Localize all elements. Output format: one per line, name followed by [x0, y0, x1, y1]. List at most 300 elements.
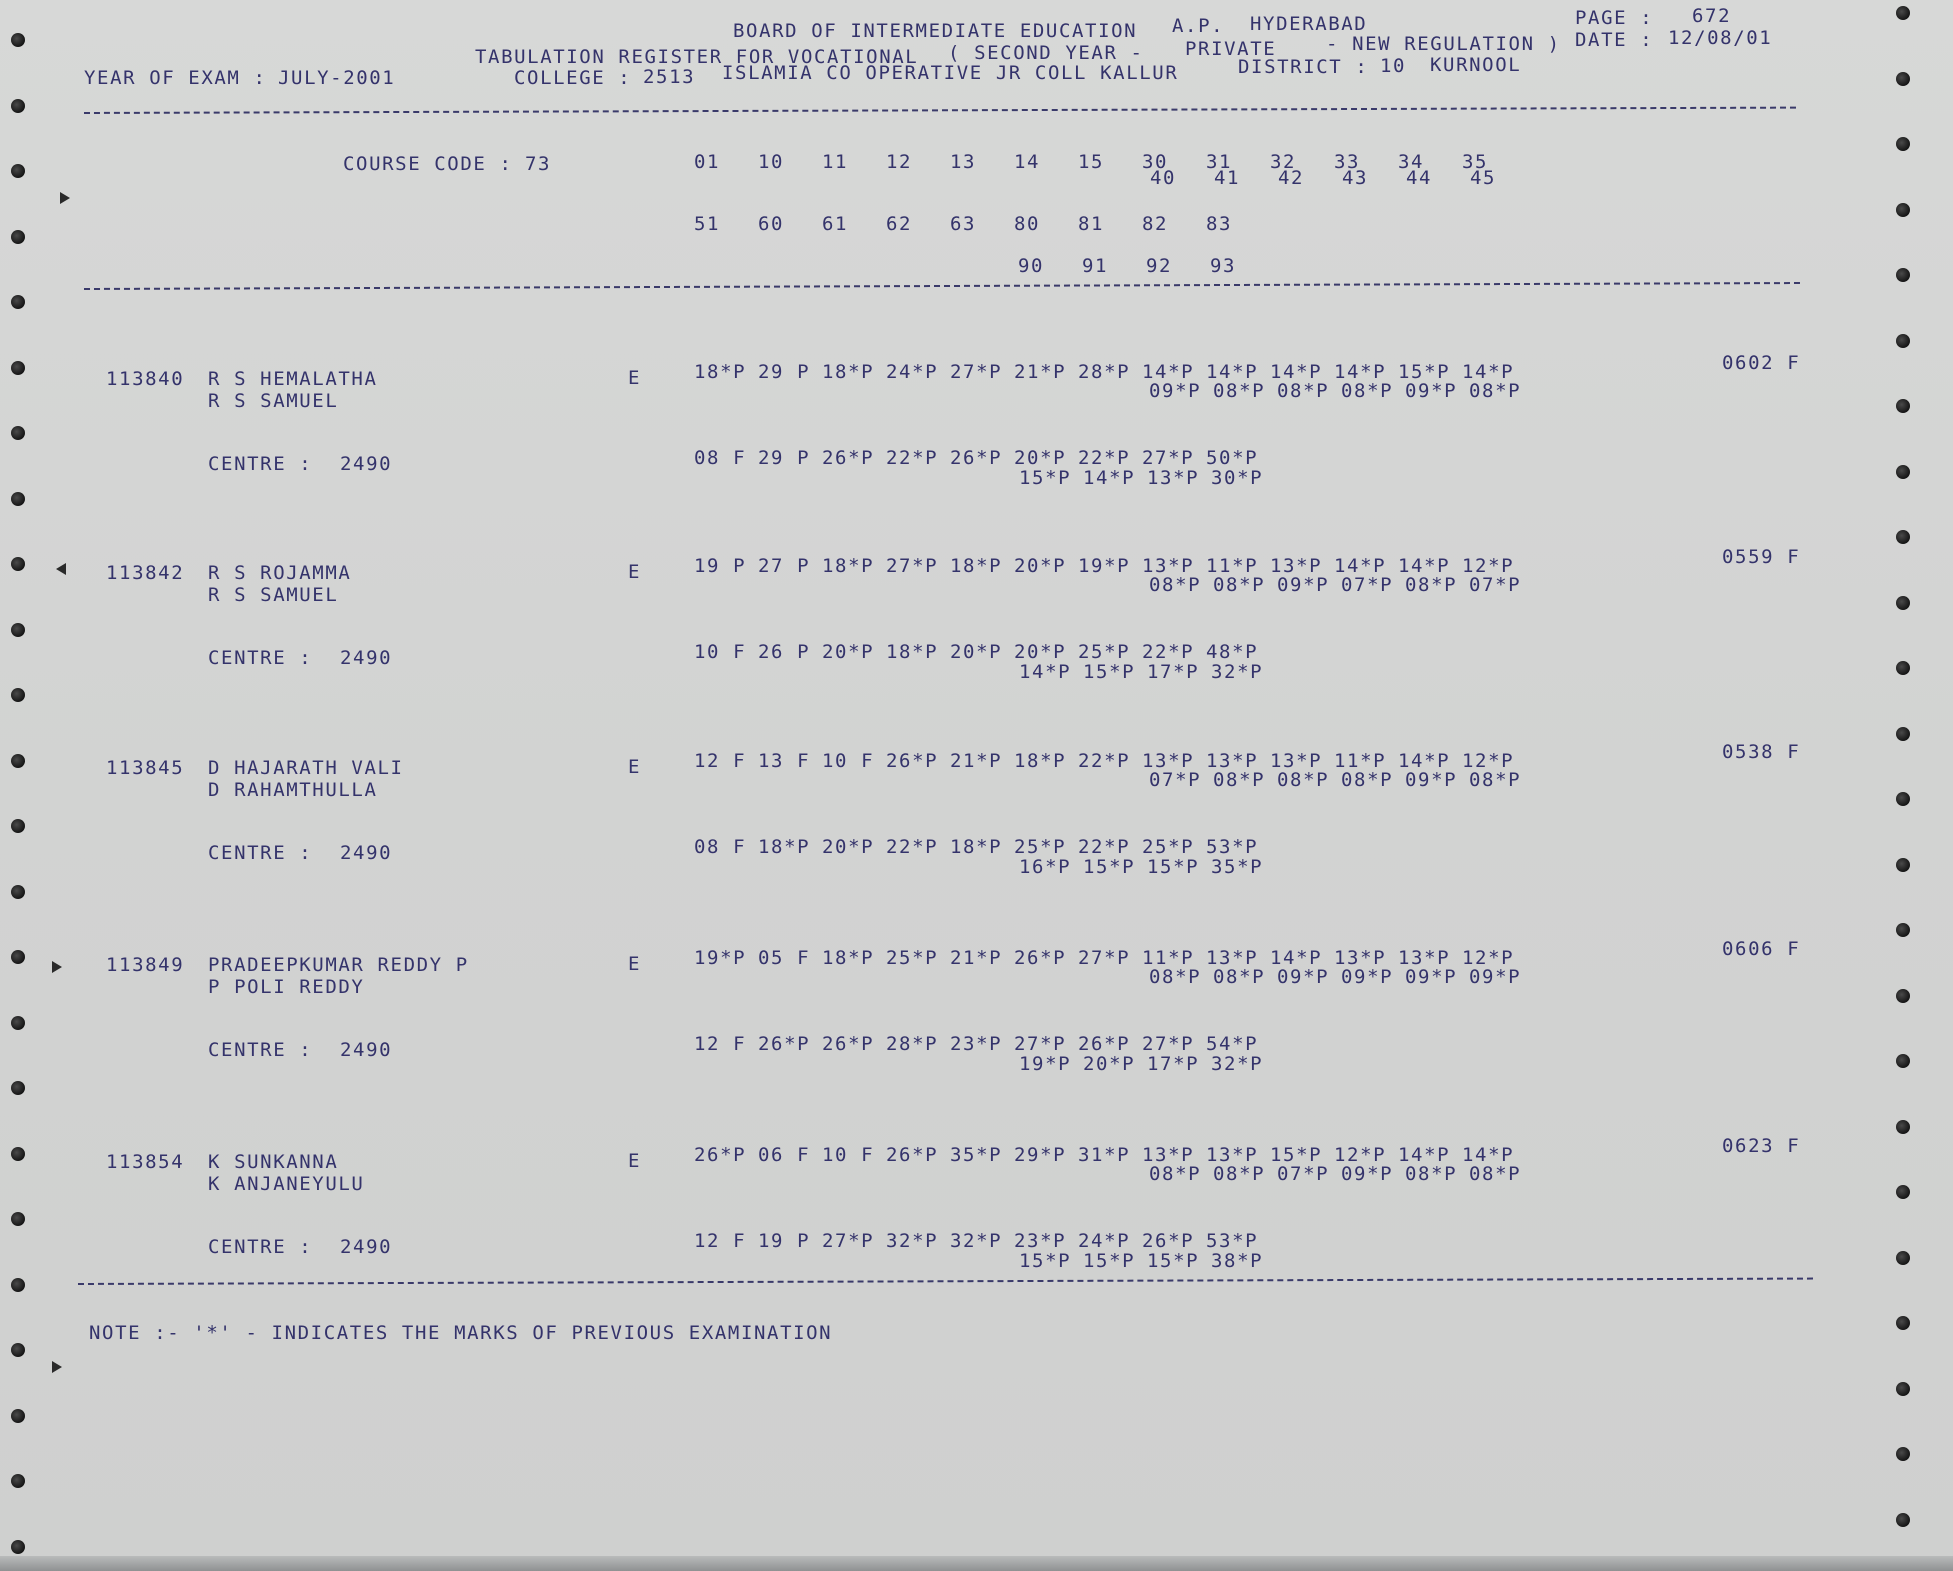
centre-code: 2490 [340, 1039, 393, 1061]
marks-row [694, 641, 1270, 663]
mark-cell: 26*P [950, 447, 1003, 469]
marks-row [1149, 380, 1533, 402]
mark-cell: 16*P [1019, 856, 1072, 878]
mark-cell: 26*P [1142, 1230, 1195, 1252]
mark-cell: 15*P [1398, 361, 1451, 383]
subject-code: 32 [1269, 151, 1297, 173]
marks-row [1149, 574, 1533, 596]
marks-row [694, 447, 1270, 469]
register-title: TABULATION REGISTER FOR VOCATIONAL [475, 46, 919, 68]
total-result: 0538 F [1722, 741, 1801, 763]
mark-cell: 26*P [822, 447, 875, 469]
feed-hole-icon [11, 1540, 25, 1554]
mark-cell: 08*P [1277, 769, 1330, 791]
subject-code: 30 [1141, 151, 1169, 173]
mark-cell: 10 F [822, 750, 875, 772]
mark-cell: 14*P [1334, 555, 1387, 577]
mark-cell: 27*P [1078, 947, 1131, 969]
mark-cell: 13 F [758, 750, 811, 772]
sheet-bottom-edge [0, 1556, 1953, 1571]
student-name: R S ROJAMMA [208, 562, 352, 584]
marks-row [694, 836, 1270, 858]
mark-cell: 27*P [822, 1230, 875, 1252]
mark-cell: 27*P [886, 555, 939, 577]
mark-cell: 14*P [1083, 467, 1136, 489]
feed-hole-icon [1896, 1054, 1910, 1068]
city-name: HYDERABAD [1250, 13, 1368, 35]
mark-cell: 15*P [1083, 856, 1136, 878]
course-code-label: COURSE CODE : [343, 153, 513, 175]
marks-row [1149, 966, 1533, 988]
mark-cell: 08*P [1469, 380, 1522, 402]
feed-hole-icon [11, 754, 25, 768]
mark-cell: 26*P [886, 1144, 939, 1166]
subject-code: 11 [821, 151, 849, 173]
mark-cell: 14*P [1334, 361, 1387, 383]
mark-cell: 53*P [1206, 836, 1259, 858]
mark-cell: 18*P [886, 641, 939, 663]
mark-cell: 15*P [1083, 661, 1136, 683]
mark-cell: 54*P [1206, 1033, 1259, 1055]
marks-row [1149, 769, 1533, 791]
subject-code: 93 [1209, 255, 1237, 277]
mark-cell: 13*P [1270, 750, 1323, 772]
mark-cell: 32*P [950, 1230, 1003, 1252]
mark-cell: 12*P [1462, 750, 1515, 772]
subject-code: 42 [1277, 167, 1305, 189]
total-result: 0559 F [1722, 546, 1801, 568]
mark-cell: 15*P [1147, 1250, 1200, 1272]
father-name: D RAHAMTHULLA [208, 779, 378, 801]
subject-code: 60 [757, 213, 785, 235]
subject-code: 83 [1205, 213, 1233, 235]
mark-cell: 08*P [1277, 380, 1330, 402]
feed-hole-icon [1896, 399, 1910, 413]
mark-cell: 17*P [1147, 1053, 1200, 1075]
total-result: 0623 F [1722, 1135, 1801, 1157]
feed-hole-icon [1896, 72, 1910, 86]
mark-cell: 27*P [950, 361, 1003, 383]
feed-hole-icon [1896, 465, 1910, 479]
mark-cell: 15*P [1019, 467, 1072, 489]
mark-cell: 13*P [1206, 1144, 1259, 1166]
medium: E [628, 953, 642, 975]
centre-label: CENTRE : [208, 453, 313, 475]
subject-codes-row [999, 255, 1255, 277]
mark-cell: 27*P [1014, 1033, 1067, 1055]
mark-cell: 26*P [822, 1033, 875, 1055]
mark-cell: 25*P [1078, 641, 1131, 663]
mark-cell: 09*P [1405, 769, 1458, 791]
subject-code: 44 [1405, 167, 1433, 189]
page-label: PAGE : [1575, 7, 1654, 29]
mark-cell: 27 P [758, 555, 811, 577]
mark-cell: 20*P [1014, 555, 1067, 577]
college-code: 2513 [643, 66, 696, 88]
roll-number: 113840 [106, 368, 185, 390]
mark-cell: 13*P [1206, 750, 1259, 772]
footnote: NOTE :- '*' - INDICATES THE MARKS OF PREVIOUS EXAMINATION [89, 1322, 833, 1344]
mark-cell: 09*P [1469, 966, 1522, 988]
mark-cell: 22*P [886, 447, 939, 469]
subject-code: 91 [1081, 255, 1109, 277]
mark-cell: 20*P [822, 836, 875, 858]
feed-hole-icon [1896, 268, 1910, 282]
subject-code: 12 [885, 151, 913, 173]
mark-cell: 10 F [822, 1144, 875, 1166]
mark-cell: 11*P [1334, 750, 1387, 772]
mark-cell: 19 P [694, 555, 747, 577]
regulation: - NEW REGULATION ) [1326, 33, 1561, 55]
college-name: ISLAMIA CO OPERATIVE JR COLL KALLUR [722, 62, 1179, 84]
mark-cell: 22*P [1078, 447, 1131, 469]
subject-code: 45 [1469, 167, 1497, 189]
mark-cell: 05 F [758, 947, 811, 969]
mark-cell: 13*P [1142, 555, 1195, 577]
mark-cell: 08*P [1469, 769, 1522, 791]
mark-cell: 50*P [1206, 447, 1259, 469]
mark-cell: 06 F [758, 1144, 811, 1166]
subject-code: 40 [1149, 167, 1177, 189]
student-name: PRADEEPKUMAR REDDY P [208, 954, 469, 976]
subject-code: 35 [1461, 151, 1489, 173]
mark-cell: 07*P [1277, 1163, 1330, 1185]
feed-hole-icon [1896, 203, 1910, 217]
feed-hole-icon [1896, 1513, 1910, 1527]
mark-cell: 08*P [1469, 1163, 1522, 1185]
feed-hole-icon [1896, 334, 1910, 348]
mark-cell: 35*P [1211, 856, 1264, 878]
subject-code: 34 [1397, 151, 1425, 173]
mark-cell: 29*P [1014, 1144, 1067, 1166]
subject-code: 33 [1333, 151, 1361, 173]
mark-cell: 08*P [1341, 769, 1394, 791]
mark-cell: 26*P [1078, 1033, 1131, 1055]
father-name: K ANJANEYULU [208, 1173, 365, 1195]
feed-hole-icon [1896, 923, 1910, 937]
mark-cell: 08*P [1341, 380, 1394, 402]
district-name: KURNOOL [1430, 54, 1522, 76]
feed-hole-icon [1896, 596, 1910, 610]
subject-code: 92 [1145, 255, 1173, 277]
mark-cell: 27*P [1142, 447, 1195, 469]
father-name: R S SAMUEL [208, 390, 339, 412]
mark-cell: 09*P [1405, 966, 1458, 988]
mark-cell: 15*P [1019, 1250, 1072, 1272]
feed-hole-icon [1896, 1251, 1910, 1265]
mark-cell: 18*P [950, 836, 1003, 858]
mark-cell: 13*P [1206, 947, 1259, 969]
mark-cell: 14*P [1270, 361, 1323, 383]
mark-cell: 09*P [1341, 966, 1394, 988]
mark-cell: 20*P [822, 641, 875, 663]
mark-cell: 20*P [1014, 641, 1067, 663]
mark-cell: 13*P [1147, 467, 1200, 489]
medium: E [628, 367, 642, 389]
mark-cell: 14*P [1462, 1144, 1515, 1166]
mark-cell: 25*P [1014, 836, 1067, 858]
mark-cell: 20*P [1083, 1053, 1136, 1075]
mark-cell: 08 F [694, 836, 747, 858]
feed-hole-icon [11, 295, 25, 309]
feed-hole-icon [11, 1474, 25, 1488]
centre-label: CENTRE : [208, 1039, 313, 1061]
mark-cell: 29 P [758, 361, 811, 383]
roll-number: 113854 [106, 1151, 185, 1173]
state-name: A.P. [1172, 15, 1225, 37]
marks-row [694, 1033, 1270, 1055]
mark-cell: 26*P [1014, 947, 1067, 969]
mark-cell: 25*P [886, 947, 939, 969]
mark-cell: 14*P [1270, 947, 1323, 969]
feed-hole-icon [1896, 6, 1910, 20]
mark-cell: 38*P [1211, 1250, 1264, 1272]
medium: E [628, 756, 642, 778]
mark-cell: 10 F [694, 641, 747, 663]
mark-cell: 32*P [886, 1230, 939, 1252]
mark-cell: 31*P [1078, 1144, 1131, 1166]
roll-number: 113842 [106, 562, 185, 584]
mark-cell: 22*P [1142, 641, 1195, 663]
total-result: 0606 F [1722, 938, 1801, 960]
mark-cell: 28*P [886, 1033, 939, 1055]
feed-hole-icon [11, 1016, 25, 1030]
feed-hole-icon [1896, 858, 1910, 872]
header-rule [84, 107, 1796, 114]
footer-rule [78, 1278, 1813, 1285]
father-name: R S SAMUEL [208, 584, 339, 606]
marks-row [1019, 467, 1275, 489]
mark-cell: 23*P [1014, 1230, 1067, 1252]
centre-label: CENTRE : [208, 842, 313, 864]
feed-hole-icon [1896, 661, 1910, 675]
mark-cell: 13*P [1270, 555, 1323, 577]
mark-cell: 12*P [1462, 947, 1515, 969]
mark-cell: 32*P [1211, 661, 1264, 683]
feed-hole-icon [1896, 1185, 1910, 1199]
subject-code: 51 [693, 213, 721, 235]
centre-code: 2490 [340, 842, 393, 864]
mark-cell: 11*P [1206, 555, 1259, 577]
centre-label: CENTRE : [208, 1236, 313, 1258]
mark-cell: 19*P [694, 947, 747, 969]
feed-hole-icon [11, 426, 25, 440]
feed-hole-icon [11, 1147, 25, 1161]
student-name: K SUNKANNA [208, 1151, 339, 1173]
mark-cell: 35*P [950, 1144, 1003, 1166]
total-result: 0602 F [1722, 352, 1801, 374]
mark-cell: 08*P [1405, 574, 1458, 596]
margin-tick-icon [60, 192, 70, 204]
mark-cell: 22*P [1078, 750, 1131, 772]
mark-cell: 08*P [1213, 1163, 1266, 1185]
mark-cell: 12 F [694, 1230, 747, 1252]
mark-cell: 12*P [1462, 555, 1515, 577]
marks-row [1019, 856, 1275, 878]
marks-row [694, 1230, 1270, 1252]
subject-code: 10 [757, 151, 785, 173]
centre-label: CENTRE : [208, 647, 313, 669]
mark-cell: 19*P [1019, 1053, 1072, 1075]
subject-code: 13 [949, 151, 977, 173]
mark-cell: 26*P [886, 750, 939, 772]
mark-cell: 18*P [950, 555, 1003, 577]
mark-cell: 26 P [758, 641, 811, 663]
roll-number: 113849 [106, 954, 185, 976]
mark-cell: 13*P [1334, 947, 1387, 969]
margin-tick-icon [56, 563, 66, 575]
college-label: COLLEGE : [514, 67, 632, 89]
mark-cell: 14*P [1206, 361, 1259, 383]
column-header-rule [84, 282, 1800, 290]
mark-cell: 14*P [1462, 361, 1515, 383]
mark-cell: 53*P [1206, 1230, 1259, 1252]
mark-cell: 09*P [1277, 574, 1330, 596]
mark-cell: 09*P [1149, 380, 1202, 402]
marks-row [1149, 1163, 1533, 1185]
feed-hole-icon [11, 1081, 25, 1095]
mark-cell: 12 F [694, 750, 747, 772]
subject-code: 41 [1213, 167, 1241, 189]
mark-cell: 14*P [1398, 1144, 1451, 1166]
date-label: DATE : [1575, 29, 1654, 51]
feed-hole-icon [11, 1343, 25, 1357]
district-code: 10 [1380, 55, 1407, 77]
mark-cell: 08*P [1213, 380, 1266, 402]
mark-cell: 17*P [1147, 661, 1200, 683]
mark-cell: 14*P [1019, 661, 1072, 683]
centre-code: 2490 [340, 453, 393, 475]
year-type: ( SECOND YEAR - [948, 42, 1144, 64]
roll-number: 113845 [106, 757, 185, 779]
subject-code: 81 [1077, 213, 1105, 235]
mark-cell: 09*P [1277, 966, 1330, 988]
mark-cell: 23*P [950, 1033, 1003, 1055]
mark-cell: 18*P [822, 361, 875, 383]
mark-cell: 22*P [1078, 836, 1131, 858]
feed-hole-icon [1896, 1382, 1910, 1396]
mark-cell: 13*P [1142, 750, 1195, 772]
mark-cell: 18*P [822, 947, 875, 969]
mark-cell: 08*P [1405, 1163, 1458, 1185]
subject-codes-row [675, 213, 1251, 235]
marks-row [1019, 1250, 1275, 1272]
feed-hole-icon [11, 688, 25, 702]
subject-code: 15 [1077, 151, 1105, 173]
feed-hole-icon [11, 1278, 25, 1292]
feed-hole-icon [1896, 1316, 1910, 1330]
mark-cell: 13*P [1398, 947, 1451, 969]
mark-cell: 14*P [1142, 361, 1195, 383]
mark-cell: 22*P [886, 836, 939, 858]
feed-hole-icon [1896, 1447, 1910, 1461]
feed-hole-icon [11, 1212, 25, 1226]
mark-cell: 08*P [1213, 966, 1266, 988]
mark-cell: 27*P [1142, 1033, 1195, 1055]
centre-code: 2490 [340, 1236, 393, 1258]
mark-cell: 20*P [1014, 447, 1067, 469]
mark-cell: 07*P [1469, 574, 1522, 596]
marks-row [1019, 1053, 1275, 1075]
mark-cell: 24*P [1078, 1230, 1131, 1252]
centre-code: 2490 [340, 647, 393, 669]
mark-cell: 30*P [1211, 467, 1264, 489]
mark-cell: 12 F [694, 1033, 747, 1055]
subject-codes-row [1131, 167, 1515, 189]
mark-cell: 25*P [1142, 836, 1195, 858]
mark-cell: 15*P [1147, 856, 1200, 878]
mark-cell: 26*P [694, 1144, 747, 1166]
mark-cell: 19*P [1078, 555, 1131, 577]
subject-code: 01 [693, 151, 721, 173]
mark-cell: 08*P [1213, 769, 1266, 791]
mark-cell: 14*P [1398, 555, 1451, 577]
father-name: P POLI REDDY [208, 976, 365, 998]
feed-hole-icon [11, 819, 25, 833]
mark-cell: 08*P [1149, 1163, 1202, 1185]
feed-hole-icon [1896, 530, 1910, 544]
exam-year-label: YEAR OF EXAM : [84, 67, 267, 89]
feed-hole-icon [1896, 1120, 1910, 1134]
mark-cell: 24*P [886, 361, 939, 383]
feed-hole-icon [11, 33, 25, 47]
district-label: DISTRICT : [1238, 56, 1369, 78]
exam-year: JULY-2001 [278, 67, 396, 89]
feed-hole-icon [11, 492, 25, 506]
feed-hole-icon [11, 164, 25, 178]
subject-code: 14 [1013, 151, 1041, 173]
board-name: BOARD OF INTERMEDIATE EDUCATION [733, 20, 1138, 42]
mark-cell: 08*P [1149, 574, 1202, 596]
feed-hole-icon [1896, 989, 1910, 1003]
mark-cell: 32*P [1211, 1053, 1264, 1075]
subject-code: 82 [1141, 213, 1169, 235]
feed-hole-icon [1896, 792, 1910, 806]
mark-cell: 09*P [1341, 1163, 1394, 1185]
feed-hole-icon [11, 885, 25, 899]
subject-code: 43 [1341, 167, 1369, 189]
feed-hole-icon [11, 1409, 25, 1423]
mark-cell: 07*P [1341, 574, 1394, 596]
mark-cell: 21*P [950, 750, 1003, 772]
feed-hole-icon [1896, 727, 1910, 741]
mark-cell: 08*P [1213, 574, 1266, 596]
student-name: D HAJARATH VALI [208, 757, 404, 779]
mark-cell: 19 P [758, 1230, 811, 1252]
mark-cell: 26*P [758, 1033, 811, 1055]
mark-cell: 21*P [950, 947, 1003, 969]
mark-cell: 48*P [1206, 641, 1259, 663]
mark-cell: 18*P [1014, 750, 1067, 772]
mark-cell: 20*P [950, 641, 1003, 663]
mark-cell: 14*P [1398, 750, 1451, 772]
subject-code: 61 [821, 213, 849, 235]
mark-cell: 07*P [1149, 769, 1202, 791]
mark-cell: 15*P [1083, 1250, 1136, 1272]
subject-code: 90 [1017, 255, 1045, 277]
mark-cell: 09*P [1405, 380, 1458, 402]
feed-hole-icon [11, 623, 25, 637]
feed-hole-icon [11, 950, 25, 964]
feed-hole-icon [1896, 137, 1910, 151]
mark-cell: 13*P [1142, 1144, 1195, 1166]
feed-hole-icon [11, 557, 25, 571]
mark-cell: 18*P [758, 836, 811, 858]
page-number: 672 [1692, 5, 1732, 27]
mark-cell: 08*P [1149, 966, 1202, 988]
margin-tick-icon [52, 1361, 62, 1373]
feed-hole-icon [11, 99, 25, 113]
